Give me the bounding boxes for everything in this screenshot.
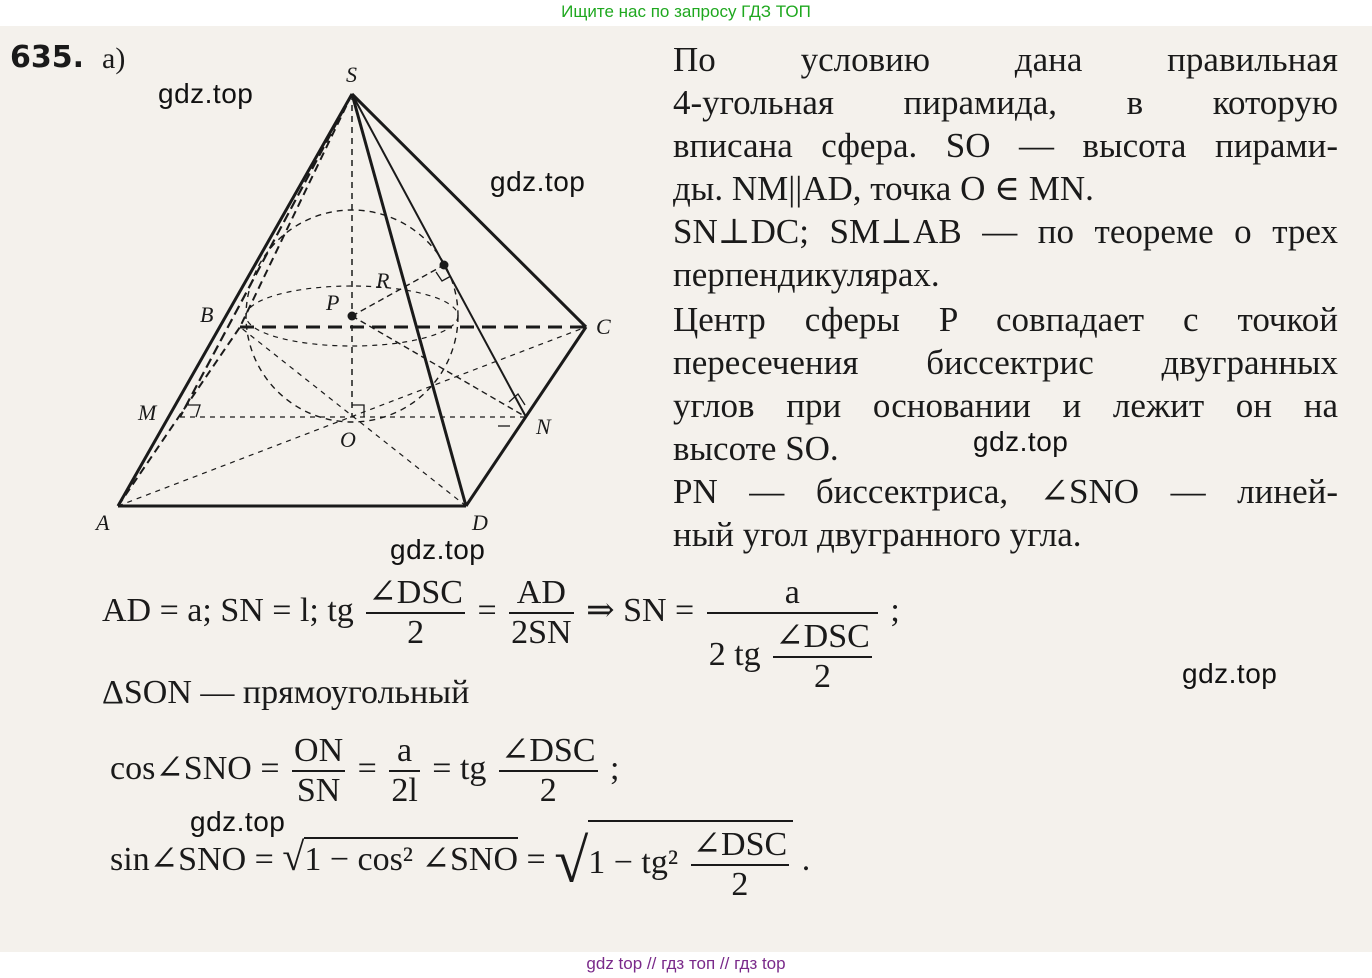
fraction-numerator: ∠DSC <box>775 618 870 655</box>
label-D: D <box>472 510 488 535</box>
label-C: C <box>596 314 611 339</box>
fraction-denominator: SN <box>292 770 345 810</box>
fraction-numerator: ∠DSC <box>368 574 463 611</box>
fraction-numerator: AD <box>516 574 566 611</box>
formula-part: sin∠SNO = <box>110 840 274 878</box>
formula-part: = <box>357 749 377 787</box>
formula-part: AD = a; SN = l; tg <box>102 591 354 629</box>
formula-part: . <box>801 840 811 878</box>
formula-cos <box>110 732 619 810</box>
fraction-numerator: ON <box>294 732 344 769</box>
fraction <box>389 732 419 810</box>
sqrt-sign: √ <box>554 827 589 896</box>
formula-part: cos∠SNO = <box>110 749 280 787</box>
formula-part: ⇒ SN = <box>586 591 695 629</box>
fraction-numerator: ∠DSC <box>500 732 596 769</box>
fraction-denominator: 2SN <box>511 614 572 651</box>
label-R: R <box>376 268 390 293</box>
top-banner[interactable]: Ищите нас по запросу ГДЗ ТОП <box>561 2 811 21</box>
label-B: B <box>200 302 214 327</box>
sqrt-content <box>588 820 793 904</box>
sqrt-sign: √ <box>282 833 305 879</box>
label-S: S <box>346 62 357 87</box>
watermark: gdz.top <box>158 78 254 109</box>
formula-part: 1 − tg² <box>588 843 679 881</box>
fraction-numerator: a <box>396 732 413 769</box>
text-line: высоте SO. <box>673 429 839 468</box>
watermark: gdz.top <box>390 534 486 565</box>
text-line: По условию дана правильная <box>673 40 1338 79</box>
fraction-denominator: 2 <box>366 612 465 652</box>
text-line: PN — биссектриса, ∠SNO — линей- <box>673 472 1338 511</box>
text-line: углов при основании и лежит он на <box>673 386 1338 425</box>
fraction <box>292 732 345 810</box>
fraction <box>707 574 878 696</box>
fraction <box>773 618 872 696</box>
text-line: ды. NM||AD, точка O ∈ MN. <box>673 169 1094 208</box>
text-line: 4-угольная пирамида, в которую <box>673 83 1338 122</box>
fraction-numerator: a <box>784 574 800 611</box>
label-M: M <box>138 400 157 425</box>
task-number: 635. <box>10 40 85 75</box>
text-line: SN⊥DC; SM⊥AB — по теореме о трех <box>673 212 1338 251</box>
fraction-denominator <box>707 612 878 696</box>
formula-part: = <box>526 840 546 878</box>
text-line: перпендикулярах. <box>673 255 940 294</box>
fraction <box>509 574 573 652</box>
fraction-denominator: 2l <box>391 772 418 809</box>
watermark: gdz.top <box>1182 658 1278 689</box>
fraction-numerator: ∠DSC <box>692 826 788 863</box>
formula-right-triangle: ΔSON — прямоугольный <box>102 674 470 711</box>
fraction <box>366 574 465 652</box>
formula-part: 2 tg <box>708 635 761 673</box>
formula-part: ; <box>610 749 620 787</box>
formula-part: = <box>477 591 497 629</box>
label-A: A <box>96 510 110 535</box>
text-line: Центр сферы P совпадает с точкой <box>673 300 1338 339</box>
sqrt-content: 1 − cos² ∠SNO <box>304 837 518 878</box>
watermark: gdz.top <box>973 426 1069 457</box>
pyramid-figure <box>96 60 640 535</box>
fraction-denominator: 2 <box>773 656 872 696</box>
label-P: P <box>326 290 340 315</box>
watermark: gdz.top <box>490 166 586 197</box>
text-line: пересечения биссектрис двугранных <box>673 343 1338 382</box>
fraction-denominator: 2 <box>691 864 790 904</box>
fraction <box>691 826 790 904</box>
text-line: ный угол двугранного угла. <box>673 515 1082 554</box>
formula-sin <box>110 820 810 904</box>
label-O: O <box>340 427 356 452</box>
formula-part: ; <box>890 591 900 629</box>
fraction-denominator: 2 <box>499 770 598 810</box>
formula-part: = tg <box>432 749 487 787</box>
label-N: N <box>536 414 551 439</box>
bottom-banner[interactable]: gdz top // гдз топ // гдз top <box>586 954 786 973</box>
task-part-label: а) <box>102 42 126 75</box>
watermark: gdz.top <box>190 806 286 837</box>
fraction <box>499 732 598 810</box>
text-line: вписана сфера. SO — высота пирами- <box>673 126 1338 165</box>
